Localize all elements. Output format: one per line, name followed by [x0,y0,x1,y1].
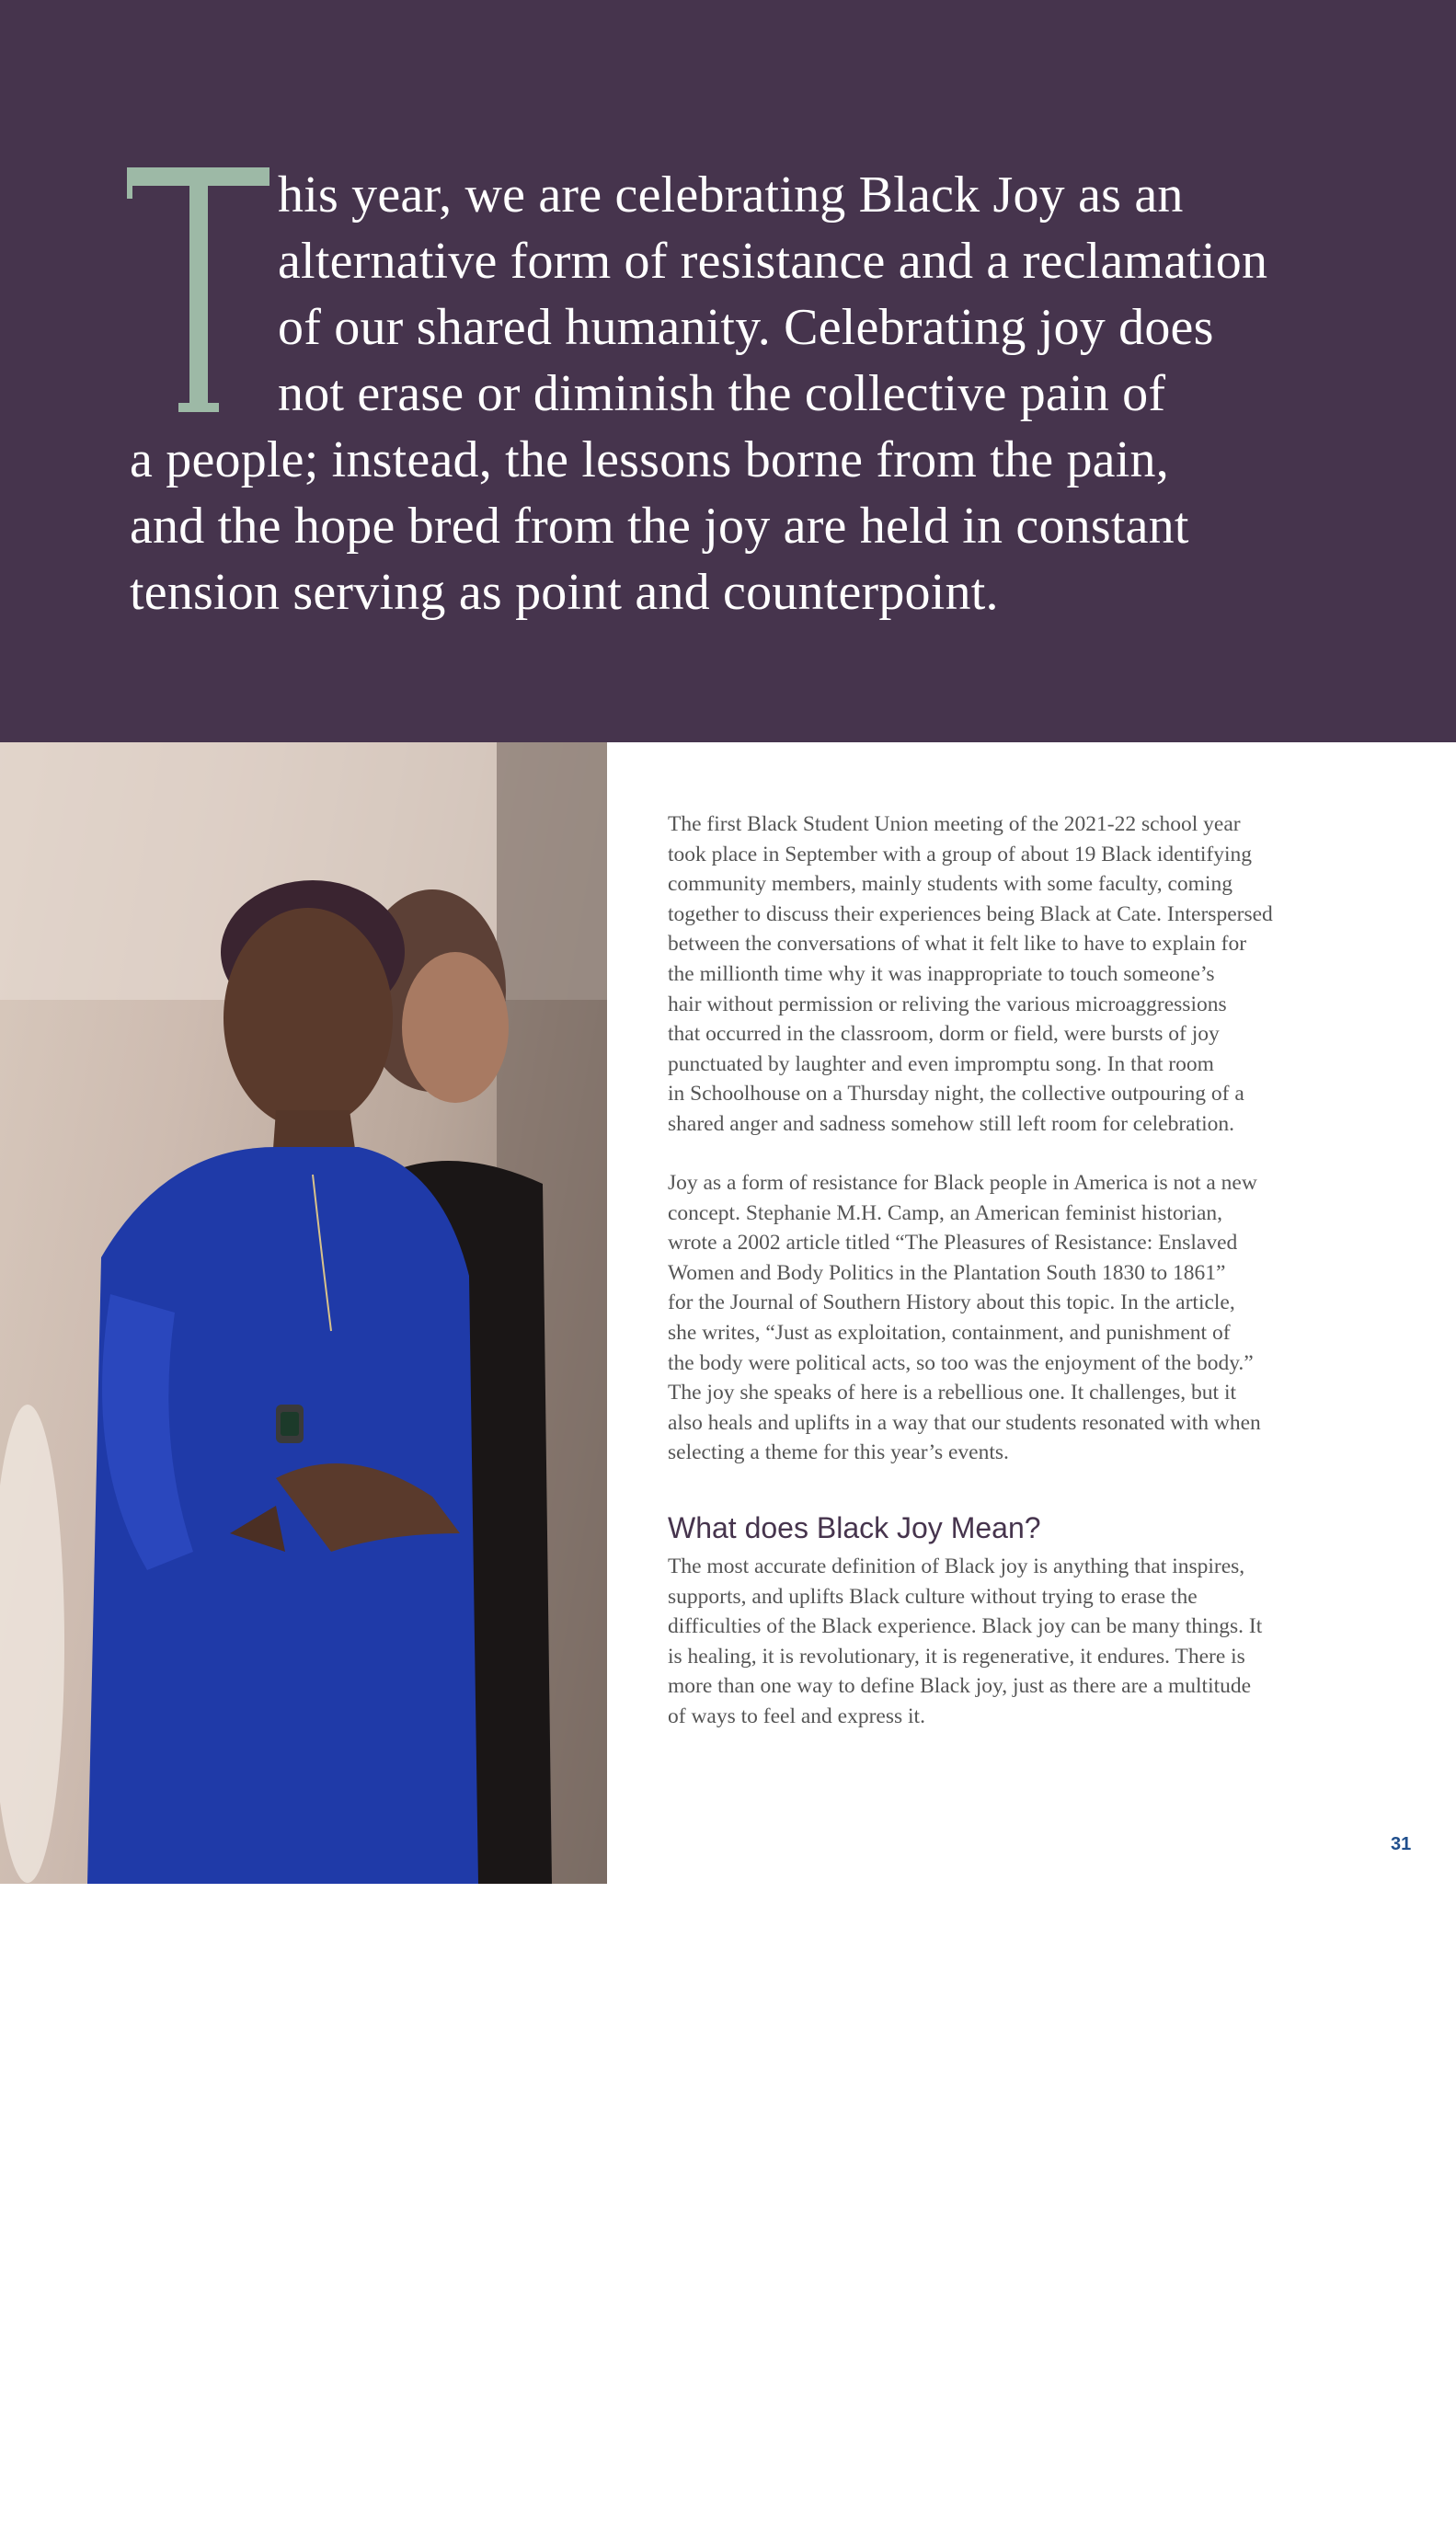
photo-illustration [0,742,607,1884]
photo-caption [118,2469,526,2535]
hero-line: not erase or diminish the collective pain of [278,365,1166,422]
text-line: is healing, it is revolutionary, it is regenerative, it endures. There is [668,1644,1245,1669]
section-heading: What does Black Joy Mean? [668,1511,1041,1544]
article-paragraph-2 [668,1168,1348,1468]
text-line: she writes, “Just as exploitation, containment, and punishment of [668,1320,1231,1345]
hero-line: of our shared humanity. Celebrating joy does [278,299,1214,356]
text-line: that occurred in the classroom, dorm or field, were bursts of joy [668,1022,1220,1047]
text-line: Joy as a form of resistance for Black people in America is not a new [668,1171,1257,1195]
text-line: The joy she speaks of here is a rebellious one. It challenges, but it [668,1381,1236,1405]
caption-line: Kadeine Peterson is all smiles during an emphatic [118,2471,513,2489]
hero-quote-block [0,0,1456,742]
text-line: of ways to feel and express it. [668,1703,925,1728]
text-line: supports, and uplifts Black culture without trying to erase the [668,1584,1198,1609]
hero-line: a people; instead, the lessons borne from the pain, [130,431,1169,488]
event-photo [0,742,607,2533]
article-paragraph-1 [668,809,1348,1140]
text-line: selecting a theme for this year’s events. [668,1440,1009,1465]
text-line: punctuated by laughter and even impromptu song. In that room [668,1051,1214,1076]
hero-line: and the hope bred from the joy are held in constant [130,498,1189,555]
text-line: hair without permission or reliving the various microaggressions [668,992,1227,1016]
caption-line: the Black History Fashion Show. [118,2515,374,2533]
text-line: the body were political acts, so too was the enjoyment of the body.” [668,1350,1254,1375]
text-line: The first Black Student Union meeting of the 2021-22 school year [668,812,1241,836]
text-line: Women and Body Politics in the Plantation South 1830 to 1861” [668,1260,1226,1285]
article-paragraph-3 [668,1552,1348,1732]
text-line: more than one way to define Black joy, just as there are a multitude [668,1674,1252,1699]
text-line: wrote a 2002 article titled “The Pleasures of Resistance: Enslaved [668,1231,1238,1256]
text-line: also heals and uplifts in a way that our students resonated with when [668,1410,1261,1435]
text-line: the millionth time why it was inappropriate to touch someone’s [668,961,1215,986]
text-line: in Schoolhouse on a Thursday night, the collective outpouring of a [668,1082,1244,1107]
page-number: 31 [1391,1834,1412,1854]
text-line: took place in September with a group of about 19 Black identifying [668,842,1253,866]
text-line: together to discuss their experiences being Black at Cate. Interspersed [668,901,1273,926]
text-line: community members, mainly students with some faculty, coming [668,872,1232,897]
text-line: for the Journal of Southern History about this topic. In the article, [668,1290,1235,1315]
drop-cap-letter [127,167,269,412]
caption-line: round of applause by the Cate community following [118,2493,526,2511]
hero-line: alternative form of resistance and a reclamation [278,233,1268,290]
text-line: concept. Stephanie M.H. Camp, an American feminist historian, [668,1200,1223,1225]
hero-line: tension serving as point and counterpoint. [130,564,999,621]
text-line: shared anger and sadness somehow still left room for celebration. [668,1111,1235,1136]
hero-line: his year, we are celebrating Black Joy as an [278,166,1184,224]
text-line: difficulties of the Black experience. Black joy can be many things. It [668,1614,1263,1639]
text-line: between the conversations of what it felt like to have to explain for [668,932,1247,957]
text-line: The most accurate definition of Black joy is anything that inspires, [668,1554,1245,1578]
